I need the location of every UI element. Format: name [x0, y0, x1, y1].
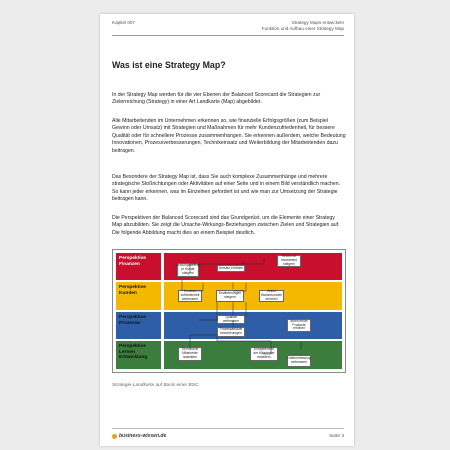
- node-erstlieferungen: Erstlieferungen steigern: [216, 290, 244, 302]
- logo-icon: [112, 434, 117, 439]
- paragraph-4: Die Perspektiven der Balanced Scorecard sind das Grundgerüst, um die Elemente einer Strategy Map abzubilden. Sie zeigt die Ursache-Wirkungs-Beziehungen zwischen Zielen und Strategien auf. Die folgende Abbildung macht dies an einem Beispiel deutlich.: [112, 215, 340, 236]
- paragraph-3: Das Besondere der Strategy Map ist, dass Sie auch komplexe Zusammenhänge und mehrere strategische Stoßrichtungen oder Aktivitäten auf einer Seite und in einem Bild verständlich machen. So kann jeder erkennen, was im Einzelnen gefordert ist und wie man zur Umsetzung der Strategie beitragen kann.: [112, 174, 341, 203]
- node-technische-mitarbeiter: Technische Mitarbeiter ausbilden: [178, 347, 202, 361]
- perspective-label-prozesse: Perspektive Prozesse: [116, 312, 161, 339]
- paragraph-1: In der Strategy Map werden für die vier Ebenen der Balanced Scorecard die Strategien zur Zielerreichung (Strategy) in einer Art Landkarte (Map) abgebildet.: [112, 92, 321, 106]
- paragraph-2: Alle Mitarbeitenden im Unternehmen erkennen so, wie finanzielle Erfolgsgrößen (zum Beispiel Gewinn oder Umsatz) mit Strategien und Maßnahmen für mehr Kundenzufriedenheit, für bessere Qualität oder für schnellere Prozesse zusammenhängen. Sie erkennen außerdem, welche Bedeutung Innovationen, Prozessverbesserungen, Technikeinsatz und Weiterbildung der Mitarbeitenden dazu beitragen.: [112, 118, 346, 154]
- node-qualitaet: Qualität verbessern: [217, 315, 245, 324]
- perspective-label-finanzen: Perspektive Finanzen: [116, 253, 161, 280]
- header-divider: [112, 35, 344, 36]
- node-umsatz: Umsatz erhöhen: [217, 265, 245, 272]
- node-rendite: Return on Investment steigern: [277, 255, 301, 267]
- section-title: Strategy Maps entwickeln: [291, 20, 344, 25]
- figure-caption: Strategie-Landkarte auf Basis einer BSC.: [112, 383, 200, 388]
- connector-lines: [113, 250, 345, 372]
- running-header: [262, 20, 344, 32]
- node-stammkunden: Anteil Stammkunden erhöhen: [260, 289, 283, 301]
- perspective-label-kunden: Perspektive Kunden: [116, 282, 161, 310]
- connector-finanzen: [190, 258, 264, 273]
- footer-divider: [112, 428, 344, 429]
- logo-text: business-wissen.de: [119, 433, 167, 439]
- page-title: Was ist eine Strategy Map?: [112, 60, 226, 70]
- node-kompetenzen: Kompetenzen der Mitarbeiter erweitern: [250, 347, 278, 361]
- subsection-title: Funktion und Aufbau einer Strategy Map: [261, 26, 344, 31]
- connector-kunden: [182, 280, 246, 291]
- document-page: [100, 14, 354, 446]
- node-prozessablaeufe: Prozessabläufe beschleunigen: [217, 327, 245, 337]
- node-datenerfassung: Datenerfassung verbessern: [287, 355, 311, 367]
- page-number: Seite 3: [329, 434, 344, 439]
- strategy-map-figure: [112, 249, 346, 373]
- chapter-label: Kapitel 007: [112, 20, 135, 25]
- footer-logo[interactable]: [112, 433, 166, 439]
- connector-lernen: [190, 335, 301, 354]
- node-deckungsbeitrag: Deckungsbeitrag je Kunde steigern: [177, 263, 199, 277]
- perspective-label-lernen: Perspektive Lernen Entwicklung: [116, 341, 161, 369]
- connector-prozesse: [199, 302, 246, 327]
- node-kundenzufriedenheit: Kunden-zufriedenheit verbessern: [178, 290, 202, 302]
- node-neue-produkte: Anteil neuer Produkte erhöhen: [287, 319, 311, 332]
